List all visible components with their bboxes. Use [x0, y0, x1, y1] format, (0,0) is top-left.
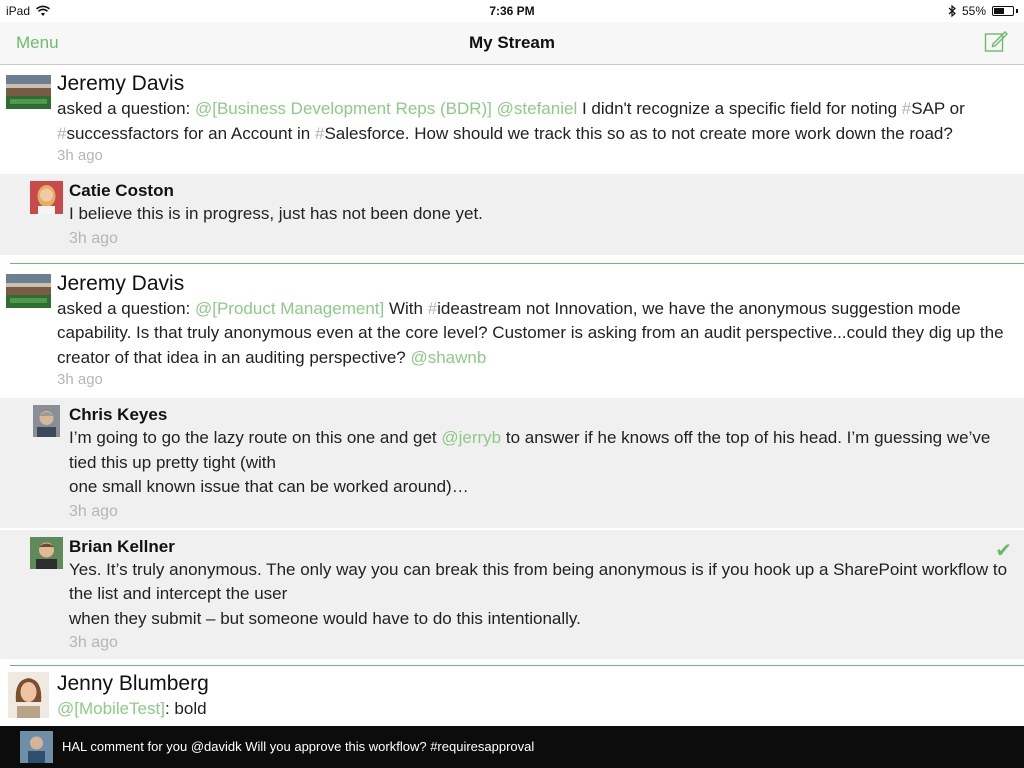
post-text: asked a question:	[57, 99, 195, 118]
reply-timestamp: 3h ago	[69, 502, 118, 520]
hashtag-marker[interactable]: #	[901, 99, 912, 118]
stadium-avatar	[6, 75, 51, 109]
notification-banner[interactable]	[0, 726, 1024, 768]
post-timestamp: 3h ago	[57, 371, 103, 388]
post-text: With	[384, 298, 428, 318]
post-body	[57, 97, 1024, 146]
stream-feed[interactable]	[0, 65, 1024, 726]
status-time: 7:36 PM	[489, 4, 535, 18]
post-text: ideastream not Innovation, we have the anonymous suggestion mode capability. Is that truly anonymous even at the core level? Customer is asking from an audit perspective...could they dig up the creator of that idea in an auditing perspective?	[57, 298, 1004, 367]
reply-body	[69, 558, 1024, 632]
post-text: : bold	[164, 699, 207, 718]
compose-icon[interactable]	[984, 29, 1008, 53]
reply-text: when they submit – but someone would have to do this intentionally.	[69, 608, 581, 628]
reply-author[interactable]: Chris Keyes	[69, 405, 168, 424]
page-title: My Stream	[469, 33, 555, 52]
user-mention-link[interactable]: @jerryb	[441, 428, 502, 447]
battery-icon	[992, 6, 1014, 16]
status-right	[948, 4, 1018, 18]
reply-item[interactable]	[0, 528, 1024, 660]
person-avatar	[8, 672, 49, 718]
post-timestamp: 3h ago	[57, 147, 103, 164]
hashtag-marker[interactable]: #	[57, 123, 67, 143]
reply-item[interactable]	[0, 396, 1024, 528]
feed-post[interactable]	[0, 264, 1024, 397]
person-avatar	[33, 405, 60, 437]
reply-timestamp: 3h ago	[69, 634, 118, 651]
reply-text: to answer if he knows off the top of his head. I’m guessing we’ve tied this up pretty tight (with	[69, 428, 991, 472]
navigation-bar	[0, 22, 1024, 65]
reply-item[interactable]	[0, 172, 1024, 255]
group-mention-link[interactable]: @[MobileTest]	[57, 699, 165, 718]
post-author[interactable]: Jeremy Davis	[57, 72, 185, 95]
reply-body	[69, 426, 1024, 500]
person-avatar	[30, 537, 63, 569]
notification-text: HAL comment for you @davidk Will you approve this workflow? #requiresapproval	[62, 739, 535, 754]
reply-text: Yes. It’s truly anonymous. The only way you can break this from being anonymous is if you hook up a SharePoint workflow to the list and intercept the user	[69, 559, 1008, 603]
post-text: SAP or	[911, 99, 965, 118]
post-body	[57, 297, 1024, 371]
feed-post[interactable]	[0, 65, 1024, 172]
battery-fill	[994, 8, 1004, 14]
post-author[interactable]: Jeremy Davis	[57, 271, 185, 295]
user-mention-link[interactable]: @shawnb	[410, 347, 487, 367]
menu-button[interactable]: Menu	[16, 33, 59, 52]
reply-author[interactable]: Brian Kellner	[69, 536, 175, 556]
post-text: I didn't recognize a specific field for noting	[577, 99, 902, 118]
reply-body: I believe this is in progress, just has not been done yet.	[69, 204, 483, 223]
post-text: asked a question:	[57, 298, 195, 318]
stadium-avatar	[6, 274, 51, 308]
hashtag-marker[interactable]: #	[314, 123, 325, 143]
reply-author[interactable]: Catie Coston	[69, 181, 174, 200]
group-mention-link[interactable]: @[Business Development Reps (BDR)]	[194, 99, 492, 118]
bluetooth-icon	[948, 5, 956, 17]
device-label: iPad	[6, 4, 31, 18]
checkmark-icon: ✔	[995, 539, 1012, 562]
battery-tip	[1016, 9, 1018, 13]
post-text: Salesforce. How should we track this so as to not create more work down the road?	[324, 123, 953, 143]
post-text: successfactors for an Account in	[66, 123, 315, 143]
reply-text: one small known issue that can be worked around)…	[69, 477, 469, 496]
reply-text: I’m going to go the lazy route on this one and get	[69, 428, 442, 447]
hashtag-marker[interactable]: #	[427, 298, 438, 318]
person-avatar	[30, 181, 63, 214]
post-author[interactable]: Jenny Blumberg	[57, 672, 209, 695]
group-mention-link[interactable]: @[Product Management]	[194, 298, 385, 318]
user-mention-link[interactable]: @stefaniel	[496, 99, 578, 118]
battery-percent: 55%	[961, 4, 986, 18]
notification-avatar	[20, 731, 53, 763]
reply-timestamp: 3h ago	[69, 229, 118, 247]
status-bar	[0, 0, 1024, 22]
